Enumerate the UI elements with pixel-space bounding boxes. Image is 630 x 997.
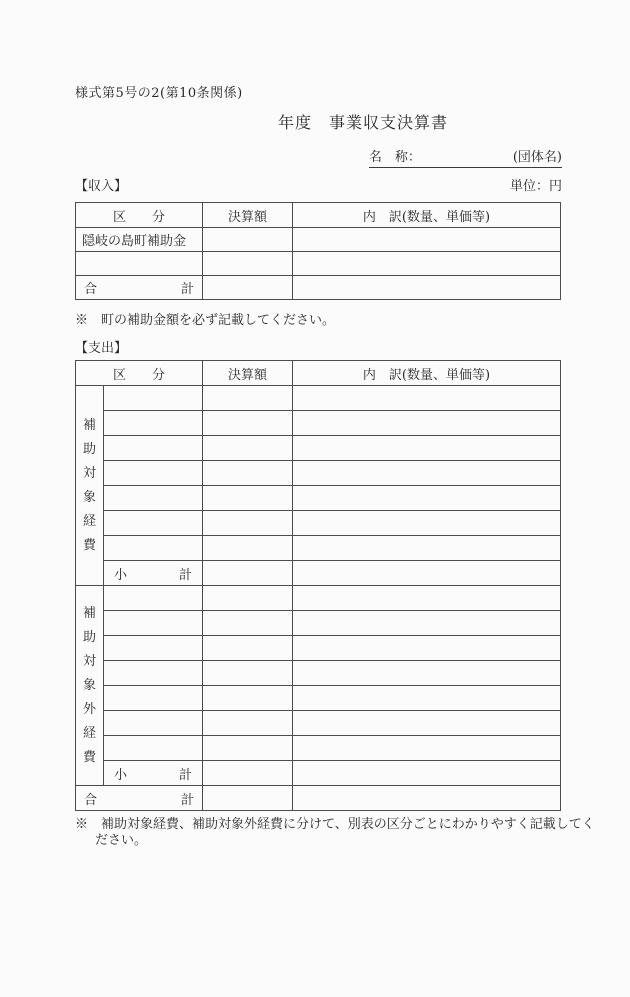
name-field-underline <box>369 146 562 168</box>
expense-cell-breakdown <box>293 386 561 411</box>
expense-row <box>76 736 561 761</box>
expense-row <box>76 411 561 436</box>
expense-row <box>76 536 561 561</box>
col-header-amount: 決算額 <box>203 361 293 386</box>
col-header-category: 区 分 <box>76 203 203 228</box>
name-field-row <box>0 146 562 168</box>
subtotal-breakdown <box>293 761 561 786</box>
expense-cell-category <box>104 636 203 661</box>
expense-subtotal-row <box>76 761 561 786</box>
expense-cell-amount <box>203 661 293 686</box>
expense-cell-breakdown <box>293 611 561 636</box>
expenditure-header-row <box>76 361 561 386</box>
expenditure-total-amount <box>203 786 293 811</box>
col-header-amount: 決算額 <box>203 203 293 228</box>
document-title: 年度 事業収支決算書 <box>277 113 448 132</box>
expense-cell-breakdown <box>293 636 561 661</box>
expense-cell-category <box>104 436 203 461</box>
expenditure-table <box>75 360 561 811</box>
expense-cell-amount <box>203 636 293 661</box>
expense-row <box>76 436 561 461</box>
form-number: 様式第5号の2(第10条関係) <box>75 86 243 101</box>
expenditure-total-row <box>76 786 561 811</box>
expense-row <box>76 486 561 511</box>
expense-row <box>76 511 561 536</box>
expenditure-section-label: 【支出】 <box>75 341 128 356</box>
income-cell-breakdown <box>293 228 561 252</box>
expense-cell-breakdown <box>293 511 561 536</box>
document-page <box>0 82 630 997</box>
expense-group-label-eligible <box>76 386 104 586</box>
expense-cell-amount <box>203 686 293 711</box>
expense-group-label-non-eligible <box>76 586 104 786</box>
expense-row <box>76 611 561 636</box>
expense-cell-amount <box>203 436 293 461</box>
expense-cell-breakdown <box>293 661 561 686</box>
subtotal-amount <box>203 761 293 786</box>
expense-cell-amount <box>203 536 293 561</box>
income-section-header <box>75 175 562 194</box>
expense-cell-breakdown <box>293 436 561 461</box>
expense-cell-category <box>104 386 203 411</box>
expense-cell-amount <box>203 511 293 536</box>
expense-row <box>76 461 561 486</box>
subtotal-label: 小計 <box>104 561 203 586</box>
expenditure-total-label: 合計 <box>76 786 203 811</box>
expense-cell-category <box>104 611 203 636</box>
expense-cell-amount <box>203 461 293 486</box>
income-row-category <box>76 252 203 276</box>
expenditure-note <box>75 817 630 849</box>
col-header-breakdown: 内 訳(数量、単価等) <box>293 361 561 386</box>
income-cell-amount <box>203 228 293 252</box>
expense-group-label-text: 補助対象経費 <box>82 417 96 553</box>
expense-row <box>76 711 561 736</box>
expenditure-note-line: ※ 補助対象経費、補助対象外経費に分けて、別表の区分ごとにわかりやすく記載してく <box>75 817 595 832</box>
expense-cell-category <box>104 486 203 511</box>
income-total-amount <box>203 276 293 300</box>
income-cell-amount <box>203 252 293 276</box>
expense-row <box>76 586 561 611</box>
expense-cell-amount <box>203 386 293 411</box>
income-cell-breakdown <box>293 252 561 276</box>
col-header-category: 区 分 <box>76 361 203 386</box>
income-total-row <box>76 276 561 300</box>
income-total-breakdown <box>293 276 561 300</box>
expense-cell-category <box>104 511 203 536</box>
unit-label: 単位：円 <box>509 179 562 194</box>
expenditure-total-breakdown <box>293 786 561 811</box>
organization-name-hint: (団体名) <box>512 150 562 165</box>
expense-cell-category <box>104 711 203 736</box>
expense-cell-amount <box>203 736 293 761</box>
expense-cell-category <box>104 461 203 486</box>
expense-row <box>76 661 561 686</box>
expense-cell-amount <box>203 486 293 511</box>
expense-cell-category <box>104 686 203 711</box>
expense-cell-category <box>104 586 203 611</box>
col-header-breakdown: 内 訳(数量、単価等) <box>293 203 561 228</box>
expense-cell-breakdown <box>293 461 561 486</box>
income-row-category: 隠岐の島町補助金 <box>76 228 203 252</box>
income-note: ※ 町の補助金額を必ず記載してください。 <box>75 313 336 328</box>
expense-cell-amount <box>203 711 293 736</box>
subtotal-label: 小計 <box>104 761 203 786</box>
income-row <box>76 228 561 252</box>
expense-cell-breakdown <box>293 711 561 736</box>
expense-cell-category <box>104 536 203 561</box>
subtotal-breakdown <box>293 561 561 586</box>
expense-subtotal-row <box>76 561 561 586</box>
expense-cell-amount <box>203 611 293 636</box>
income-header-row <box>76 203 561 228</box>
income-row <box>76 252 561 276</box>
expense-cell-breakdown <box>293 736 561 761</box>
subtotal-amount <box>203 561 293 586</box>
expense-cell-amount <box>203 586 293 611</box>
expense-cell-breakdown <box>293 536 561 561</box>
expenditure-note-line: ださい。 <box>95 833 148 848</box>
income-total-label: 合計 <box>76 276 203 300</box>
expense-row <box>76 686 561 711</box>
expense-cell-breakdown <box>293 686 561 711</box>
expense-cell-category <box>104 411 203 436</box>
expense-cell-category <box>104 661 203 686</box>
income-table <box>75 202 561 300</box>
name-label: 名 称： <box>368 150 421 165</box>
expense-row <box>76 636 561 661</box>
expense-row <box>76 386 561 411</box>
expense-cell-amount <box>203 411 293 436</box>
expense-cell-breakdown <box>293 586 561 611</box>
income-section-label: 【収入】 <box>75 179 128 194</box>
expense-group-label-text: 補助対象外経費 <box>82 605 96 765</box>
expense-cell-breakdown <box>293 486 561 511</box>
expense-cell-breakdown <box>293 411 561 436</box>
expense-cell-category <box>104 736 203 761</box>
